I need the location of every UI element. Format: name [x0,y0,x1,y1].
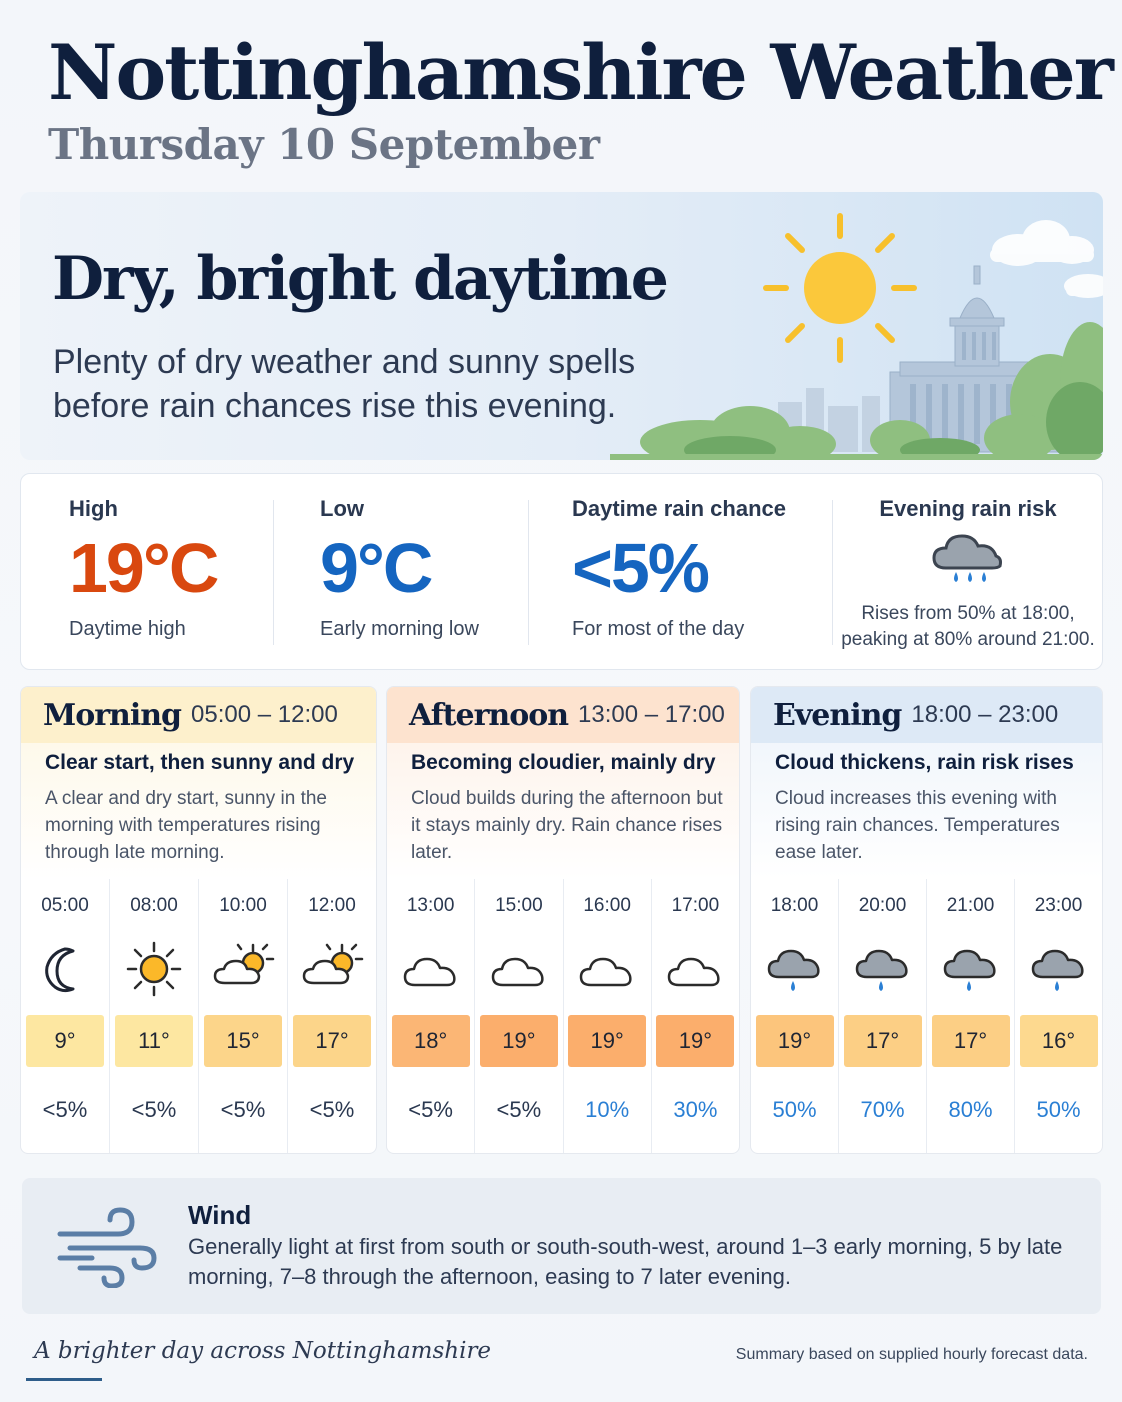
stat-high-label: High [69,496,118,521]
period-summary: Becoming cloudier, mainly dry [411,751,716,774]
header [48,28,1112,169]
stat-evening-rain-note [833,601,1103,653]
hour-time: 16:00 [583,895,631,916]
hour-column [651,879,739,1154]
hour-time: 08:00 [130,895,178,916]
period-description [21,743,376,879]
hero-subtitle: Plenty of dry weather and sunny spells before rain chances rise this evening. [53,343,636,425]
key-stats-panel [20,473,1103,670]
stat-daytime-rain [572,474,786,671]
sun-icon [766,216,914,360]
page-date: Thursday 10 September [48,120,600,169]
cloud-icon [487,937,551,1001]
hour-column [287,879,376,1154]
hour-rain-chance: 80% [948,1097,993,1122]
hour-temperature: 17° [844,1015,922,1067]
hour-column [109,879,198,1154]
hour-time: 10:00 [219,895,267,916]
stat-low-value: 9°C [320,529,432,607]
partly-sunny-icon [300,937,364,1001]
hour-temperature: 9° [26,1015,104,1067]
hero-headline: Dry, bright daytime [52,244,667,314]
hour-column [838,879,926,1154]
hour-temperature: 15° [204,1015,282,1067]
hour-rain-chance: 70% [860,1097,905,1122]
sun-icon [122,937,186,1001]
hour-column [751,879,838,1154]
period-summary: Clear start, then sunny and dry [45,751,355,774]
hour-temperature: 11° [115,1015,193,1067]
period-time-range: 05:00 – 12:00 [191,701,338,728]
period-time-range: 13:00 – 17:00 [578,701,725,728]
hour-time: 23:00 [1034,895,1083,916]
divider [528,500,529,645]
period-name: Evening [773,697,902,733]
hourly-forecast [387,879,739,1154]
period-description [751,743,1102,879]
hour-time: 17:00 [671,895,720,916]
period-morning [20,686,377,1154]
rain-cloud-icon [939,937,1003,1001]
stat-low [320,474,479,671]
rain-cloud-icon [928,528,1008,588]
hour-rain-chance: <5% [42,1097,88,1122]
wind-panel [22,1178,1101,1314]
period-evening [750,686,1103,1154]
period-afternoon [386,686,740,1154]
hour-rain-chance: 30% [673,1097,718,1122]
hour-temperature: 19° [480,1015,558,1067]
hour-rain-chance: <5% [309,1097,355,1122]
divider [273,500,274,645]
period-name: Morning [43,697,182,733]
stat-evening-rain-note-line: Rises from 50% at 18:00, [861,603,1075,624]
hour-time: 13:00 [406,895,455,916]
period-text: Cloud builds during the afternoon but it stays mainly dry. Rain chance rises later. [411,788,723,863]
period-header [21,687,376,743]
stat-low-label: Low [320,496,364,521]
hour-column [198,879,287,1154]
hour-rain-chance: <5% [220,1097,266,1122]
hour-time: 20:00 [858,895,907,916]
stat-evening-rain-label: Evening rain risk [879,496,1057,521]
hour-rain-chance: <5% [496,1097,542,1122]
hour-rain-chance: 50% [1036,1097,1081,1122]
hour-column [926,879,1014,1154]
stat-daytime-rain-value: <5% [572,529,709,607]
hourly-forecast [751,879,1102,1154]
hour-rain-chance: <5% [131,1097,177,1122]
wind-description: Generally light at first from south or south-south-west, around 1–3 early morning, 5 by late morning, 7–8 through the afternoon, easing to 7 later evening. [188,1234,1063,1289]
period-time-range: 18:00 – 23:00 [911,701,1059,728]
stat-high-note: Daytime high [69,618,186,640]
stat-evening-rain-note-line: peaking at 80% around 21:00. [841,629,1095,650]
hour-rain-chance: <5% [408,1097,453,1122]
hour-column [563,879,651,1154]
hour-column [474,879,562,1154]
cloud-icon [663,937,727,1001]
footer-underline [26,1378,102,1381]
moon-icon [33,937,97,1001]
period-header [751,687,1102,743]
cloud-icon [990,220,1103,298]
hour-time: 18:00 [770,895,819,916]
page-title: Nottinghamshire Weather [48,28,1112,117]
rain-cloud-icon [851,937,915,1001]
hour-column [21,879,109,1154]
period-description [387,743,739,879]
period-summary: Cloud thickens, rain risk rises [775,751,1074,774]
hour-column [1014,879,1102,1154]
hourly-forecast [21,879,376,1154]
period-text: Cloud increases this evening with rising rain chances. Temperatures ease later. [775,788,1060,863]
cloud-icon [575,937,639,1001]
wind-icon [56,1204,160,1288]
stat-high [69,474,217,671]
period-text: A clear and dry start, sunny in the morning with temperatures rising through late morning. [45,788,327,863]
hour-temperature: 16° [1020,1015,1098,1067]
cloud-icon [399,937,463,1001]
partly-sunny-icon [211,937,275,1001]
stat-evening-rain [833,474,1103,671]
stat-high-value: 19°C [69,529,218,607]
hour-temperature: 19° [568,1015,646,1067]
footer-note: Summary based on supplied hourly forecast data. [735,1346,1088,1363]
rain-cloud-icon [763,937,827,1001]
hero-banner [20,192,1103,460]
period-name: Afternoon [409,697,569,733]
hour-temperature: 19° [656,1015,734,1067]
hour-time: 05:00 [41,895,89,916]
hour-time: 21:00 [946,895,995,916]
rain-cloud-icon [1027,937,1091,1001]
stat-daytime-rain-label: Daytime rain chance [572,496,786,521]
stat-daytime-rain-note: For most of the day [572,618,745,640]
hour-column [387,879,474,1154]
period-header [387,687,739,743]
stat-low-note: Early morning low [320,618,479,640]
hour-time: 12:00 [308,895,356,916]
footer-tagline: A brighter day across Nottinghamshire [34,1338,492,1364]
hour-temperature: 17° [932,1015,1010,1067]
hour-temperature: 18° [392,1015,470,1067]
hour-time: 15:00 [495,895,543,916]
hour-rain-chance: 10% [585,1097,630,1122]
hour-rain-chance: 50% [772,1097,817,1122]
hour-temperature: 19° [756,1015,834,1067]
hour-temperature: 17° [293,1015,371,1067]
wind-title: Wind [188,1200,252,1230]
